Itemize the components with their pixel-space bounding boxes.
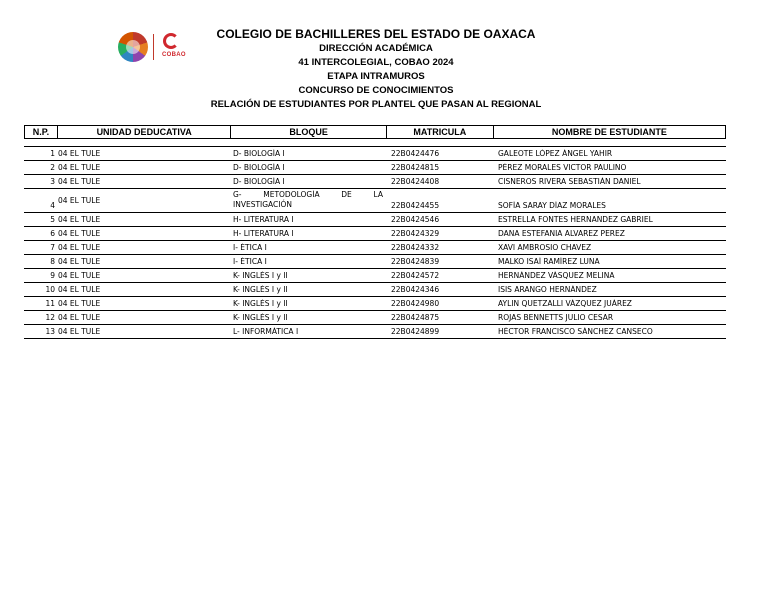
cell-matricula: 22B0424572 [391, 271, 440, 280]
column-header-nombre: NOMBRE DE ESTUDIANTE [551, 127, 667, 137]
table-row [24, 147, 726, 161]
cell-matricula: 22B0424329 [391, 229, 440, 238]
table-row [24, 227, 726, 241]
cell-unidad: 04 EL TULE [58, 313, 101, 322]
table-row [24, 175, 726, 189]
cell-unidad: 04 EL TULE [58, 215, 101, 224]
column-header-np: N.P. [25, 126, 58, 138]
cell-unidad: 04 EL TULE [58, 285, 101, 294]
table-row [24, 311, 726, 325]
cell-bloque: I- ÉTICA I [233, 257, 267, 266]
students-table [24, 146, 726, 339]
cell-matricula: 22B0424332 [391, 243, 440, 252]
cell-matricula: 22B0424839 [391, 257, 440, 266]
table-row [24, 297, 726, 311]
cell-np: 1 [50, 149, 55, 158]
cell-np: 5 [50, 215, 55, 224]
cell-unidad: 04 EL TULE [58, 196, 101, 205]
cell-unidad: 04 EL TULE [58, 271, 101, 280]
cell-unidad: 04 EL TULE [58, 243, 101, 252]
cell-bloque: K- INGLÉS I y II [233, 313, 288, 322]
cell-np: 7 [50, 243, 55, 252]
cell-nombre: HERNÁNDEZ VÁSQUEZ MELINA [498, 271, 615, 280]
cell-nombre: ISIS ARANGO HERNÁNDEZ [498, 285, 597, 294]
cell-nombre: SOFÍA SARAY DÍAZ MORALES [498, 201, 606, 210]
table-header [24, 125, 726, 139]
cell-np: 8 [50, 257, 55, 266]
cell-np: 4 [50, 201, 55, 210]
cell-nombre: ROJAS BENNETTS JULIO CESAR [498, 313, 614, 322]
cell-unidad: 04 EL TULE [58, 327, 101, 336]
cell-np: 9 [50, 271, 55, 280]
column-header-bloque: BLOQUE [231, 126, 387, 138]
header-line-concurso: CONCURSO DE CONOCIMIENTOS [298, 85, 454, 96]
cell-matricula: 22B0424476 [391, 149, 440, 158]
cell-bloque: D- BIOLOGÍA I [233, 177, 285, 186]
table-row [24, 241, 726, 255]
cobao-logo-icon [163, 33, 179, 49]
cell-matricula: 22B0424875 [391, 313, 440, 322]
cell-nombre: PÉREZ MORALES VICTOR PAULINO [498, 163, 627, 172]
header-line-intercolegial: 41 INTERCOLEGIAL, COBAO 2024 [298, 57, 454, 68]
cell-nombre: HÉCTOR FRANCISCO SÁNCHEZ CANSECO [498, 327, 653, 336]
cell-nombre: ESTRELLA FONTES HERNANDEZ GABRIEL [498, 215, 653, 224]
table-row [24, 161, 726, 175]
table-row [24, 325, 726, 339]
table-row [24, 189, 726, 213]
table-row [24, 283, 726, 297]
cell-matricula: 22B0424899 [391, 327, 440, 336]
cell-bloque: K- INGLÉS I y II [233, 299, 288, 308]
document-header [180, 26, 572, 112]
cell-unidad: 04 EL TULE [58, 257, 101, 266]
cell-nombre: AYLIN QUETZALLI VÁZQUEZ JUÁREZ [498, 299, 632, 308]
document-title: COLEGIO DE BACHILLERES DEL ESTADO DE OAXACA [216, 27, 536, 41]
cell-bloque: L- INFORMÁTICA I [233, 327, 299, 336]
cell-matricula: 22B0424980 [391, 299, 440, 308]
cell-nombre: XAVI AMBROSIO CHAVEZ [498, 243, 592, 252]
cell-np: 6 [50, 229, 55, 238]
cell-matricula: 22B0424815 [391, 163, 440, 172]
table-row [24, 255, 726, 269]
cell-matricula: 22B0424546 [391, 215, 440, 224]
cell-bloque: D- BIOLOGÍA I [233, 149, 285, 158]
column-header-matricula: MATRICULA [387, 126, 494, 138]
header-line-direccion: DIRECCIÓN ACADÉMICA [319, 43, 433, 54]
cell-bloque: H- LITERATURA I [233, 215, 294, 224]
cell-unidad: 04 EL TULE [58, 149, 101, 158]
cell-bloque: H- LITERATURA I [233, 229, 294, 238]
cell-bloque: I- ÉTICA I [233, 243, 267, 252]
cell-bloque: K- INGLÉS I y II [233, 285, 288, 294]
column-header-unidad: UNIDAD DEDUCATIVA [58, 126, 232, 138]
table-row [24, 269, 726, 283]
cell-nombre: DANA ESTEFANIA ALVAREZ PEREZ [498, 229, 625, 238]
cell-nombre: MALKO ISAÍ RAMÍREZ LUNA [498, 257, 600, 266]
cell-np: 2 [50, 163, 55, 172]
cell-unidad: 04 EL TULE [58, 299, 101, 308]
cell-np: 3 [50, 177, 55, 186]
cell-np: 11 [45, 299, 55, 308]
cell-unidad: 04 EL TULE [58, 177, 101, 186]
cell-matricula: 22B0424408 [391, 177, 440, 186]
cell-np: 10 [45, 285, 55, 294]
oaxaca-seal-icon [118, 32, 148, 62]
logo-divider [153, 34, 154, 60]
cell-unidad: 04 EL TULE [58, 229, 101, 238]
cell-np: 13 [45, 327, 55, 336]
cell-unidad: 04 EL TULE [58, 163, 101, 172]
cell-nombre: GALEOTE LÓPEZ ÁNGEL YAHIR [498, 149, 613, 158]
table-row [24, 213, 726, 227]
header-line-etapa: ETAPA INTRAMUROS [327, 71, 425, 82]
cobao-logo-text: COBAO [162, 52, 186, 58]
cell-np: 12 [45, 313, 55, 322]
cell-matricula: 22B0424455 [391, 201, 440, 210]
cell-bloque: D- BIOLOGÍA I [233, 163, 285, 172]
cell-matricula: 22B0424346 [391, 285, 440, 294]
header-line-relacion: RELACIÓN DE ESTUDIANTES POR PLANTEL QUE PASAN AL REGIONAL [210, 99, 542, 110]
cell-bloque: K- INGLÉS I y II [233, 271, 288, 280]
cell-nombre: CISNEROS RIVERA SEBASTIÁN DANIEL [498, 177, 641, 186]
cell-bloque: G- METODOLOGÍA DE LA INVESTIGACIÓN [233, 190, 383, 209]
